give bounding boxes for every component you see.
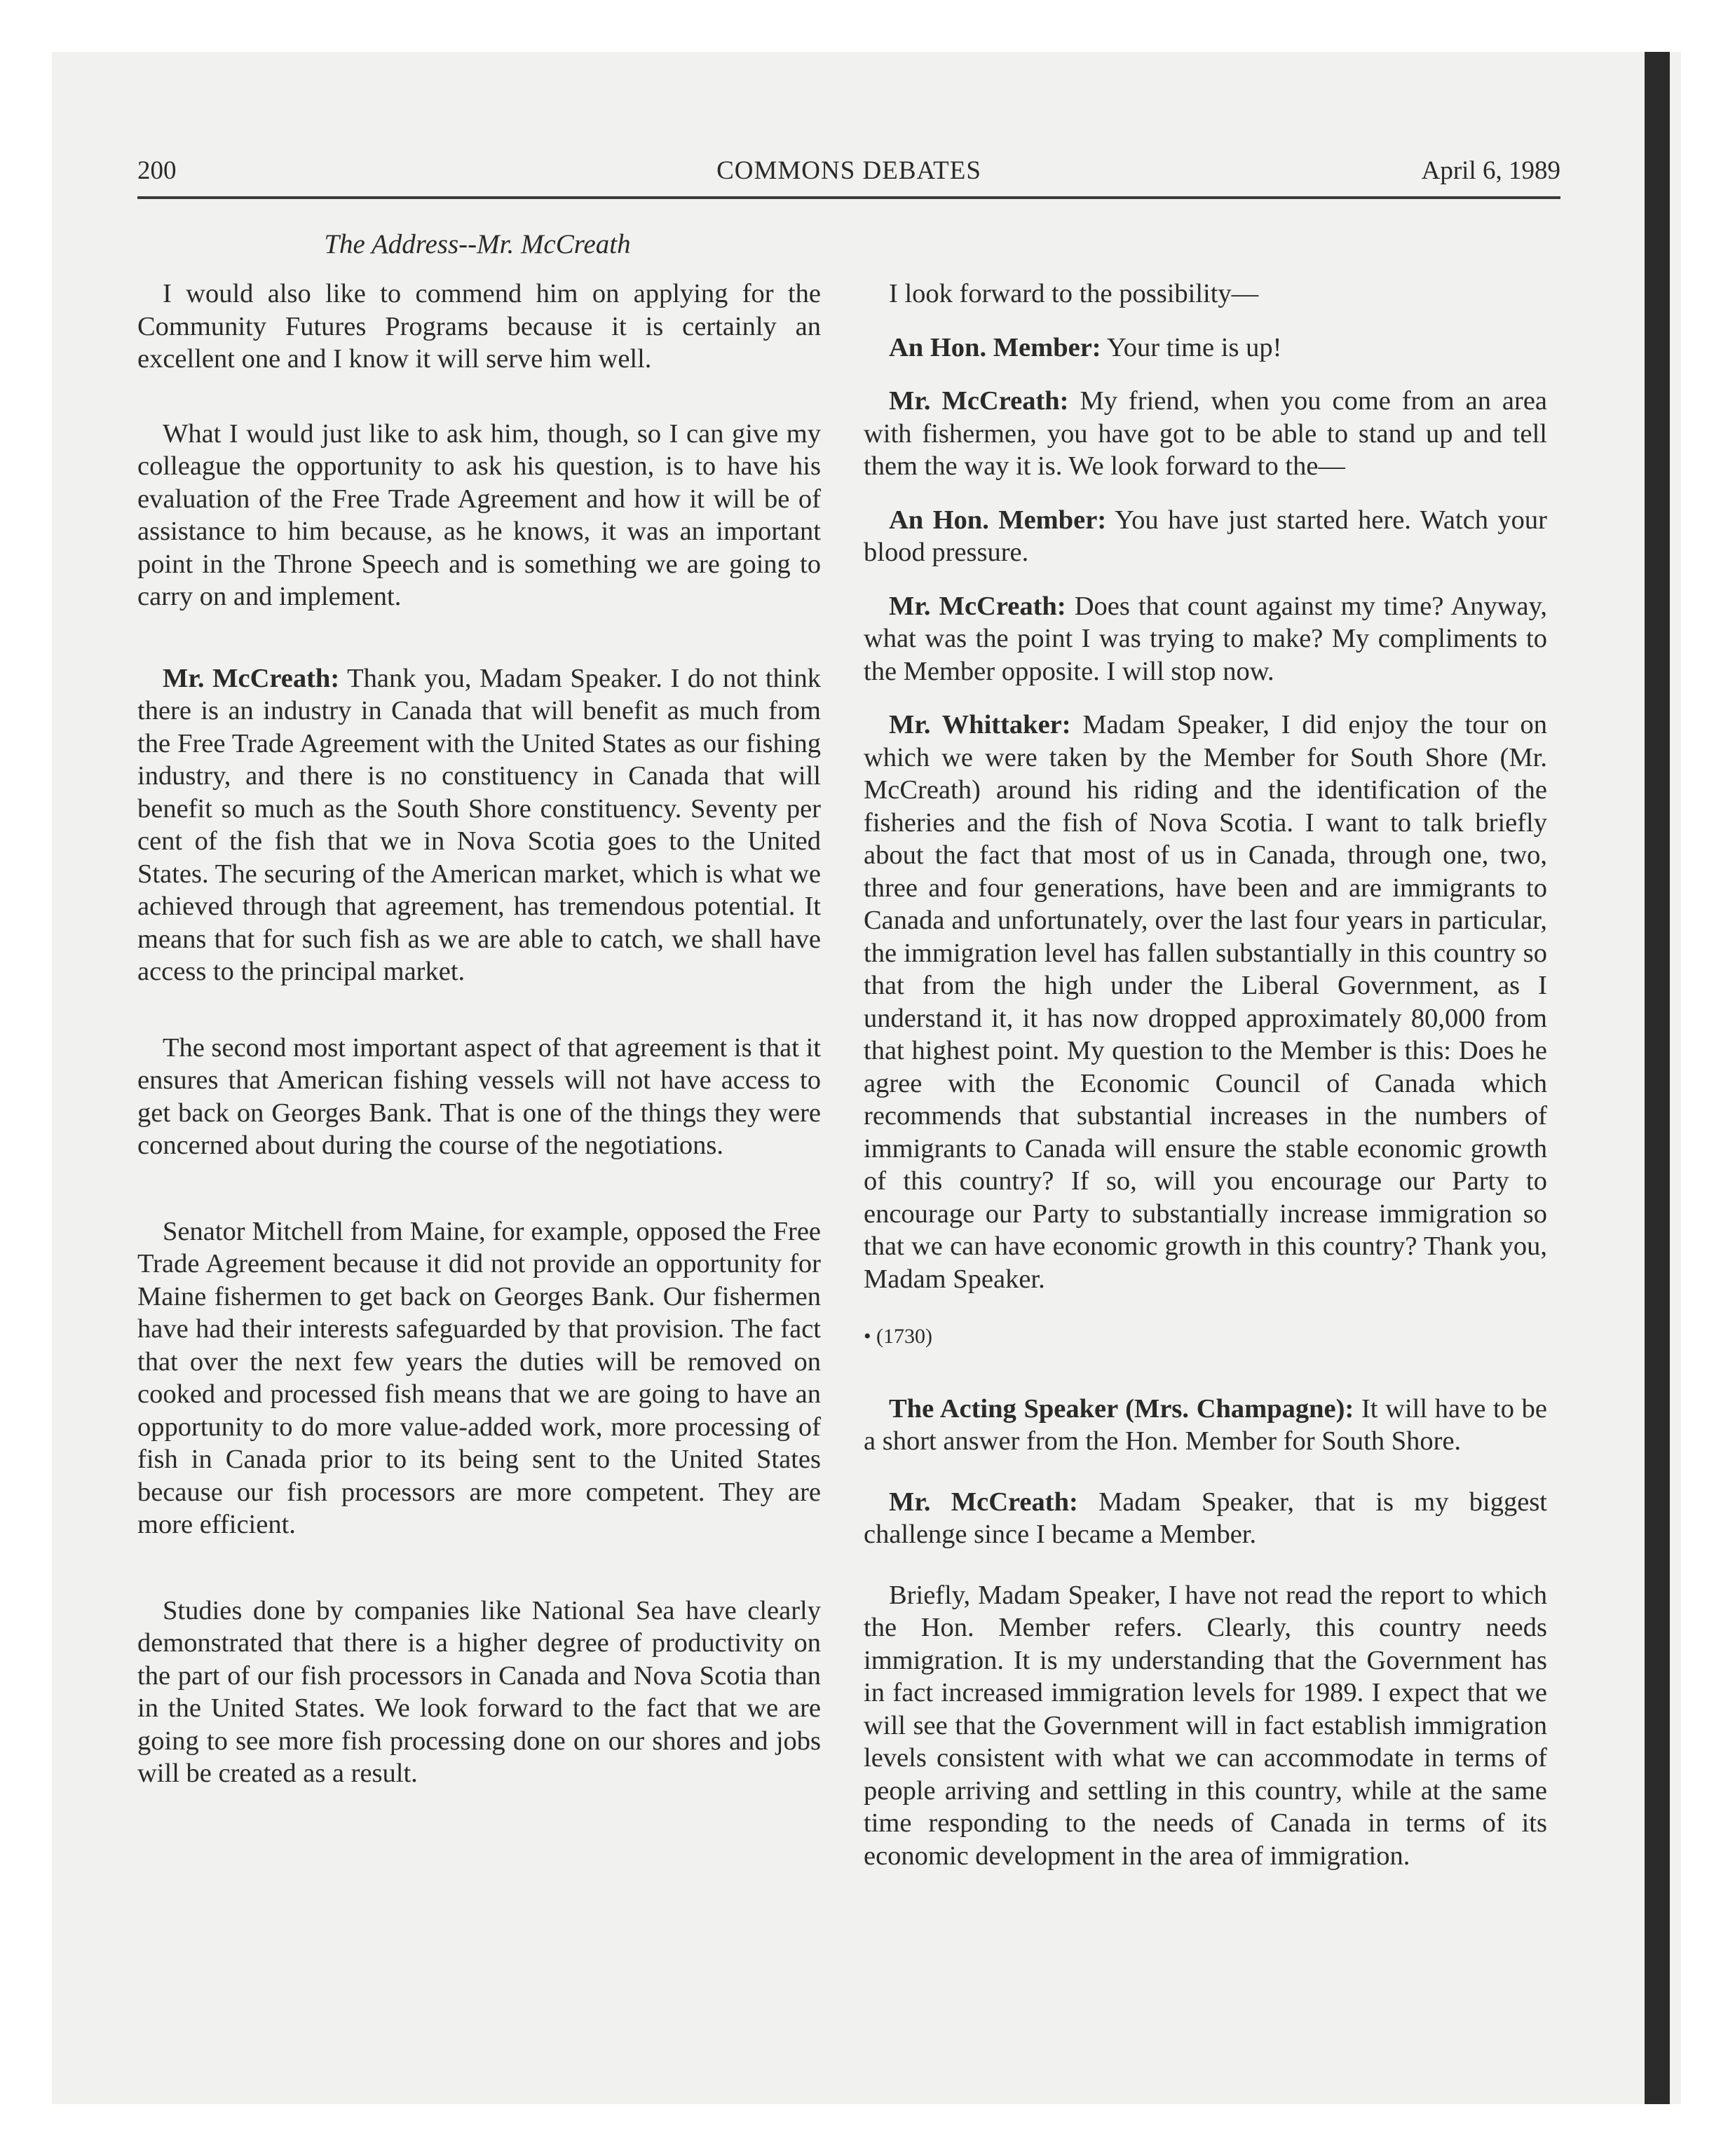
- paragraph-text: I would also like to commend him on applying for the Community Futures Programs because it is certainly an excellent one and I know it will serve him well.: [137, 279, 821, 374]
- paragraph-text: Briefly, Madam Speaker, I have not read the report to which the Hon. Member refers. Clearly, this country needs immigration. It is my understanding that the Government has in fact increased immigration levels for 1989. I expect that we will see that the Government will in fact establish immigration levels consistent with what we can accommodate in terms of people arriving and settling in this country, while at the same time responding to the needs of Canada in terms of its economic development in the area of immigration.: [864, 1580, 1547, 1871]
- paragraph-text: Your time is up!: [1106, 332, 1282, 362]
- paragraph-text: Senator Mitchell from Maine, for example, opposed the Free Trade Agreement because it did not provide an opportunity for Maine fishermen to get back on Georges Bank. Our fishermen have had their interests safeguarded by that provision. The fact that over the next few years the duties will be removed on cooked and processed fish means that we are going to have an opportunity to do more value-added work, more processing of fish in Canada prior to its being sent to the United States because our fish processors are more competent. They are more efficient.: [137, 1216, 821, 1539]
- time-stamp: [864, 1321, 1547, 1353]
- left-column: [137, 278, 821, 1790]
- speaker-name: Mr. McCreath:: [889, 386, 1069, 416]
- paragraph: [864, 1579, 1547, 1873]
- page-header: [137, 156, 1560, 198]
- paragraph-text: It will have to be a short answer from the Hon. Member for South Shore.: [864, 1393, 1548, 1456]
- paragraph-text: Does that count against my time? Anyway, what was the point I was trying to make? My compliments to the Member opposite. I will stop now.: [864, 591, 1547, 686]
- paragraph: [864, 504, 1547, 569]
- paragraph: [864, 332, 1547, 364]
- speaker-name: Mr. Whittaker:: [889, 710, 1071, 739]
- paragraph: [137, 1215, 821, 1541]
- speaker-name: An Hon. Member:: [889, 505, 1107, 535]
- speaker-name: An Hon. Member:: [889, 332, 1101, 362]
- right-column: [864, 278, 1547, 1872]
- paragraph: [864, 1486, 1547, 1551]
- paragraph-text: The second most important aspect of that agreement is that it ensures that American fishing vessels will not have access to get back on Georges Bank. That is one of the things they were concerned about during the course of the negotiations.: [137, 1032, 821, 1160]
- publication-title: COMMONS DEBATES: [716, 156, 981, 185]
- paragraph-text: Madam Speaker, that is my biggest challenge since I became a Member.: [864, 1487, 1547, 1549]
- paragraph-text: Thank you, Madam Speaker. I do not think there is an industry in Canada that will benefit as much from the Free Trade Agreement with the United States as our fishing industry, and there is no constituency in Canada that will benefit so much as the South Shore constituency. Seventy per cent of the fish that we in Nova Scotia goes to the United States. The securing of the American market, which is what we achieved through that agreement, has tremendous potential. It means that for such fish as we are able to catch, we shall have access to the principal market.: [137, 663, 822, 986]
- speaker-name: Mr. McCreath:: [163, 663, 340, 693]
- speaker-name: Mr. McCreath:: [889, 1487, 1078, 1517]
- paragraph: [864, 385, 1547, 483]
- paragraph-text: My friend, when you come from an area with fishermen, you have got to be able to stand up and tell them the way it is. We look forward to the—: [864, 386, 1548, 481]
- paragraph-text: What I would just like to ask him, though, so I can give my colleague the opportunity to ask his question, is to have his evaluation of the Free Trade Agreement and how it will be of assistance to him because, as he knows, it was an important point in the Throne Speech and is something we are going to carry on and implement.: [137, 418, 821, 611]
- scan-edge-shadow: [1645, 52, 1670, 2104]
- speaker-name: The Acting Speaker (Mrs. Champagne):: [889, 1393, 1354, 1424]
- header-rule: [137, 196, 1560, 199]
- paragraph: [137, 662, 821, 988]
- paragraph: [137, 1032, 821, 1162]
- paragraph-text: Madam Speaker, I did enjoy the tour on which we were taken by the Member for South Shore (Mr. McCreath) around his riding and the identification of the fisheries and the fish of Nova Scotia. I want to talk briefly about the fact that most of us in Canada, through one, two, three and four generations, have been and are immigrants to Canada and unfortunately, over the last four years in particular, the immigration level has fallen substantially in this country so that from the high under the Liberal Government, as I understand it, it has now dropped approximately 80,000 from that highest point. My question to the Member is this: Does he agree with the Economic Council of Canada which recommends that substantial increases in the numbers of immigrants to Canada will ensure the stable economic growth of this country? If so, will you encourage our Party to encourage our Party to substantially increase immigration so that we can have economic growth in this country? Thank you, Madam Speaker.: [864, 710, 1548, 1294]
- paragraph: [864, 709, 1547, 1295]
- paragraph-text: You have just started here. Watch your blood pressure.: [864, 505, 1547, 567]
- paragraph: [864, 590, 1547, 688]
- paragraph: [864, 1393, 1547, 1458]
- speaker-name: Mr. McCreath:: [889, 591, 1066, 621]
- page-number: 200: [137, 156, 177, 185]
- paragraph-text: Studies done by companies like National Sea have clearly demonstrated that there is a higher degree of productivity on the part of our fish processors in Canada and Nova Scotia than in the United States. We look forward to the fact that we are going to see more fish processing done on our shores and jobs will be created as a result.: [137, 1595, 821, 1788]
- paragraph: [137, 418, 821, 613]
- paragraph-text: • (1730): [864, 1325, 932, 1348]
- paragraph: [137, 1595, 821, 1790]
- paragraph-text: I look forward to the possibility—: [889, 279, 1259, 308]
- paragraph: [864, 278, 1547, 311]
- running-head: The Address--Mr. McCreath: [324, 229, 631, 259]
- issue-date: April 6, 1989: [1421, 156, 1560, 185]
- paragraph: [137, 278, 821, 376]
